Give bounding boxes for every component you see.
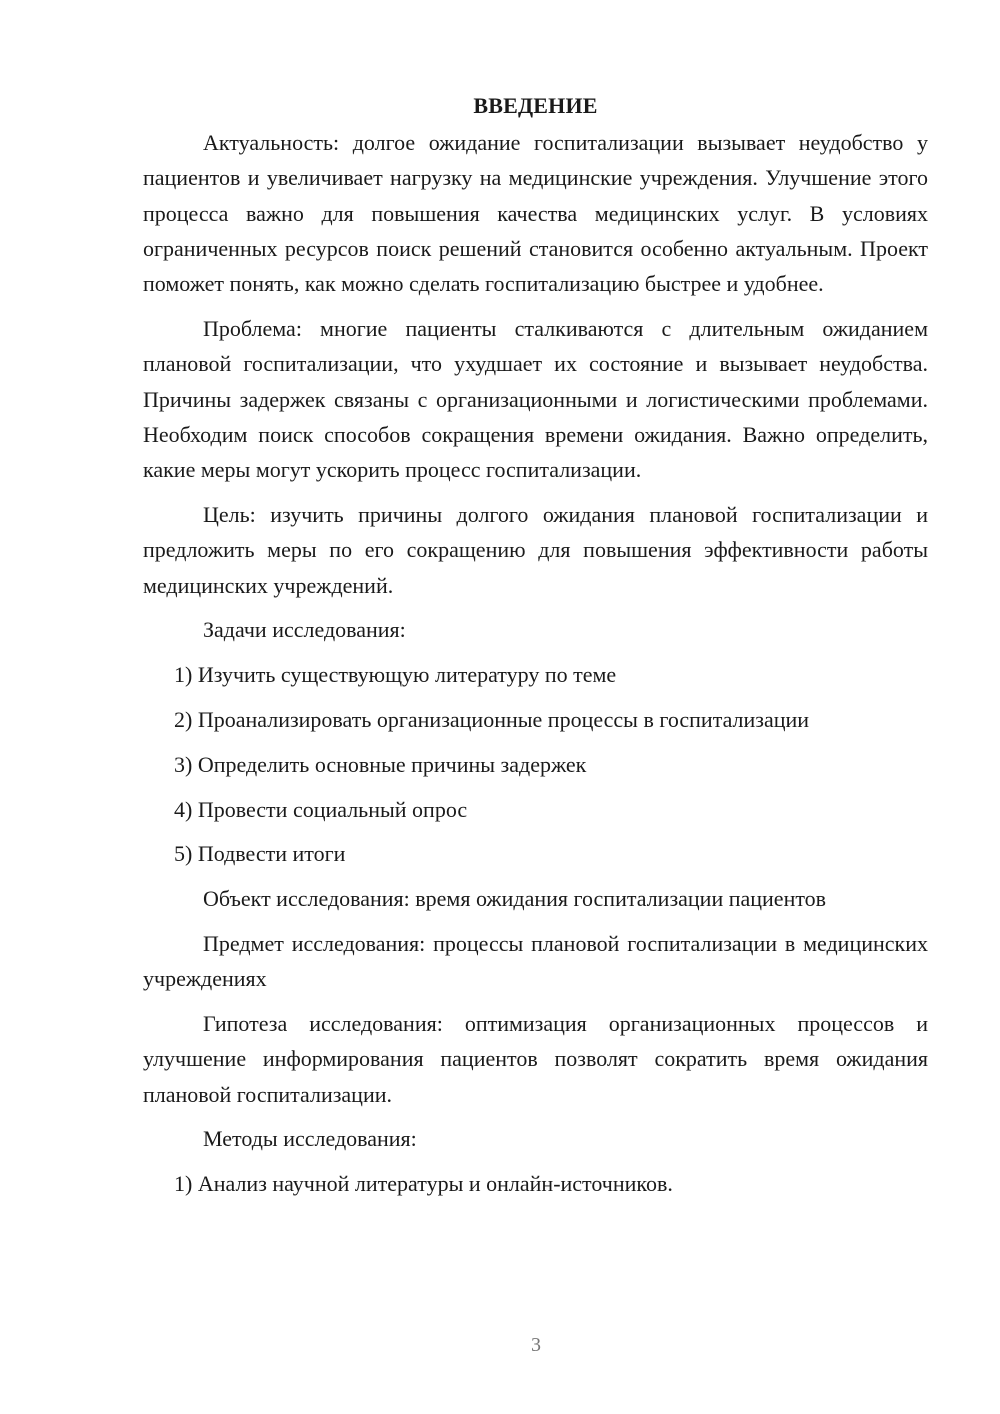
- methods-heading: Методы исследования:: [203, 1126, 417, 1152]
- list-item: 1) Изучить существующую литературу по теме: [174, 662, 617, 688]
- list-item: 1) Анализ научной литературы и онлайн-источников.: [174, 1171, 673, 1197]
- section-title: ВВЕДЕНИЕ: [473, 93, 598, 118]
- subject-paragraph: Предмет исследования: процессы плановой госпитализации в медицинских учреждениях: [143, 930, 928, 992]
- goal-paragraph: Цель: изучить причины долгого ожидания плановой госпитализации и предложить меры по его сокращению для повышения эффективности работы медицинских учреждений.: [143, 501, 928, 598]
- hypothesis-paragraph: Гипотеза исследования: оптимизация организационных процессов и улучшение информирования пациентов позволят сократить время ожидания плановой госпитализации.: [143, 1011, 928, 1107]
- relevance-paragraph: Актуальность: долгое ожидание госпитализации вызывает неудобство у пациентов и увеличивает нагрузку на медицинские учреждения. Улучшение этого процесса важно для повышения качества медицинских услуг. В условиях ограниченных ресурсов поиск решений становится особенно актуальным. Проект поможет понять, как можно сделать госпитализацию быстрее и удобнее.: [143, 130, 928, 297]
- list-item: 4) Провести социальный опрос: [174, 796, 468, 822]
- list-item: 3) Определить основные причины задержек: [174, 751, 587, 777]
- methods-list: [143, 1166, 928, 1201]
- problem-paragraph: Проблема: многие пациенты сталкиваются с длительным ожиданием плановой госпитализации, что ухудшает их состояние и вызывает неудобства. Причины задержек связаны с организационными и логистическими проблемами. Необходим поиск способов сокращения времени ожидания. Важно определить, какие меры могут ускорить процесс госпитализации.: [143, 315, 928, 483]
- page-number: 3: [531, 1334, 541, 1356]
- tasks-heading: Задачи исследования:: [203, 617, 406, 643]
- document-page: [143, 88, 928, 1211]
- object-line: Объект исследования: время ожидания госпитализации пациентов: [203, 886, 827, 912]
- list-item: 2) Проанализировать организационные процессы в госпитализации: [174, 706, 810, 732]
- list-item: 5) Подвести итоги: [174, 841, 346, 867]
- tasks-list: [143, 657, 928, 871]
